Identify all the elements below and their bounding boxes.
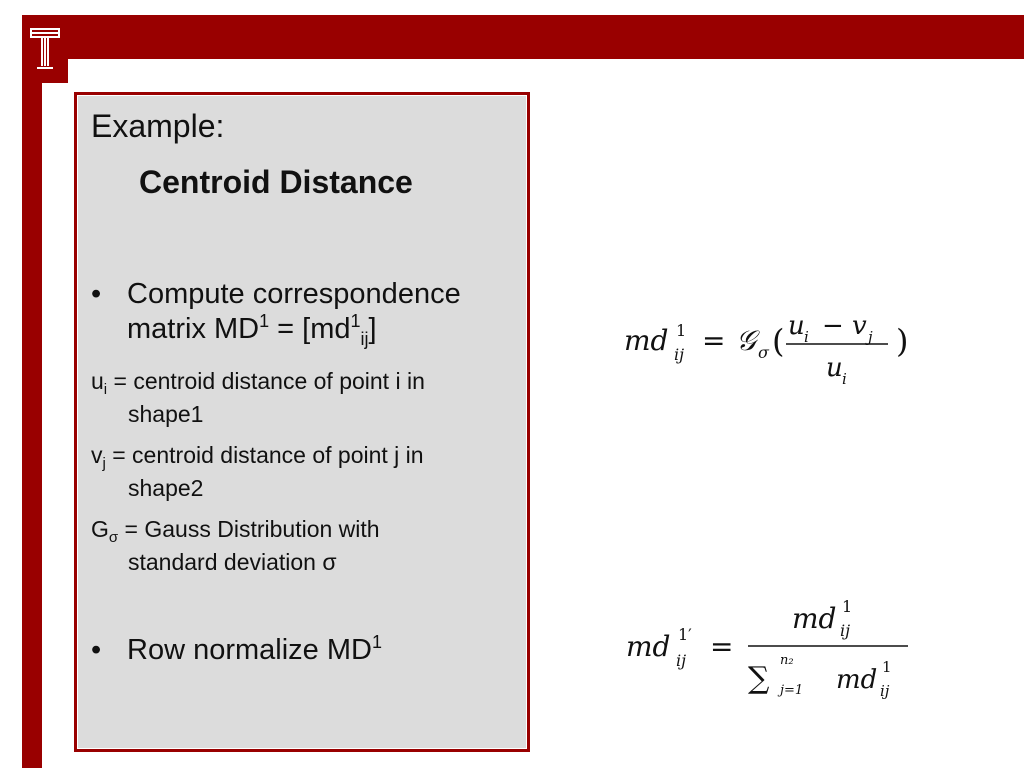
f1-func: 𝒢 xyxy=(736,324,756,357)
f1-num2-sub: j xyxy=(868,328,873,346)
f2-lhs-sub: ij xyxy=(676,651,687,670)
f2-den: md xyxy=(836,665,878,695)
f1-minus: − xyxy=(822,311,844,341)
bullet-line-2: matrix $MD^1 = [md^1_{ij}]$ xyxy=(127,311,377,349)
f2-lhs-sup: 1′ xyxy=(678,625,692,644)
definition-g: $G_\sigma$ = Gauss Distribution with standard deviation σ xyxy=(91,516,380,575)
content-panel xyxy=(74,92,530,752)
f2-sum: ∑ xyxy=(748,661,770,696)
example-label: Example: xyxy=(91,108,225,144)
f2-num: md xyxy=(792,602,837,635)
f1-lhs-sup: 1 xyxy=(676,321,687,340)
f2-num-sub: ij xyxy=(840,621,851,640)
formula-gauss-correspondence xyxy=(622,300,922,390)
f2-den-sup: 1 xyxy=(882,658,892,676)
bullet-dot: • xyxy=(91,634,102,666)
temple-t-logo-icon xyxy=(22,15,68,83)
f1-eq: = xyxy=(702,324,726,357)
f1-den-sub: i xyxy=(842,370,847,388)
left-margin-bar xyxy=(22,15,42,768)
formula-row-normalize xyxy=(624,590,924,700)
f2-eq: = xyxy=(710,630,734,663)
f1-close-paren: ) xyxy=(896,322,909,360)
bullet-text: Row normalize $MD^1$ xyxy=(127,632,382,666)
definition-u: $u_i$ = centroid distance of point i in shape1 xyxy=(91,368,425,427)
f1-func-sub: σ xyxy=(758,343,769,362)
definition-v: $v_j$ = centroid distance of point j in shape2 xyxy=(91,442,424,501)
bullet-dot: • xyxy=(91,278,102,310)
f1-num2: v xyxy=(852,311,867,341)
f2-sum-lower: j=1 xyxy=(780,683,804,698)
f2-den-sub: ij xyxy=(880,682,890,700)
f1-lhs: md xyxy=(624,324,669,357)
f1-num-sub: i xyxy=(804,328,809,346)
f1-num: u xyxy=(788,311,805,341)
f1-lhs-sub: ij xyxy=(674,345,685,364)
f2-lhs: md xyxy=(626,630,671,663)
f1-den: u xyxy=(826,353,843,383)
bullet-line-1: Compute correspondence xyxy=(127,278,461,310)
slide-title: Centroid Distance xyxy=(139,164,413,200)
f2-sum-upper: n₂ xyxy=(780,653,794,668)
header-bar xyxy=(22,15,1024,59)
f2-num-sup: 1 xyxy=(842,597,853,616)
f1-open-paren: ( xyxy=(772,322,785,360)
